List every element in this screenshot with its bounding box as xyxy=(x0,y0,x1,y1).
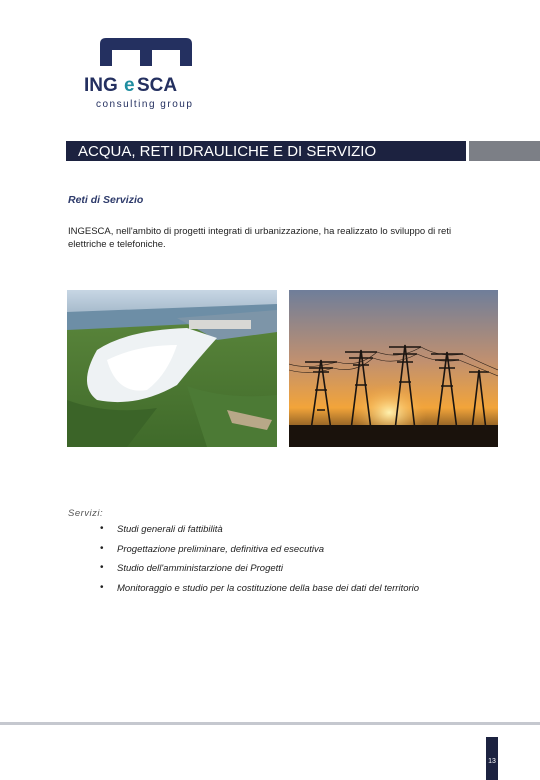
list-item: • Monitoraggio e studio per la costituzione della base dei dati del territorio xyxy=(100,581,420,594)
bullet-icon: • xyxy=(100,562,104,573)
dam-photo xyxy=(67,290,277,447)
list-item: • Studi generali di fattibilità xyxy=(100,523,223,535)
bullet-icon: • xyxy=(100,581,104,593)
title-banner-accent xyxy=(469,141,540,161)
services-label: Servizi: xyxy=(68,508,104,519)
bullet-icon: • xyxy=(100,523,104,534)
section-title: Reti di Servizio xyxy=(68,194,144,206)
intro-text: INGESCA, nell'ambito di progetti integrati di urbanizzazione, ha realizzato lo sviluppo di reti elettriche e telefoniche. xyxy=(68,226,452,250)
list-item: • Progettazione preliminare, definitiva ed esecutiva xyxy=(100,542,325,555)
footer-divider xyxy=(0,722,540,725)
svg-text:SCA: SCA xyxy=(137,75,178,96)
power-lines-photo xyxy=(289,290,498,447)
page-number: 13 xyxy=(488,758,496,765)
svg-text:e: e xyxy=(124,75,135,96)
svg-text:ING: ING xyxy=(84,75,118,96)
bullet-icon: • xyxy=(100,542,104,554)
svg-text:consulting group: consulting group xyxy=(96,99,194,110)
services-list xyxy=(100,523,419,601)
list-item: • Studio dell'amministarzione dei Progetti xyxy=(100,562,284,574)
company-logo xyxy=(82,30,212,112)
page-title: ACQUA, RETI IDRAULICHE E DI SERVIZIO xyxy=(78,143,377,160)
